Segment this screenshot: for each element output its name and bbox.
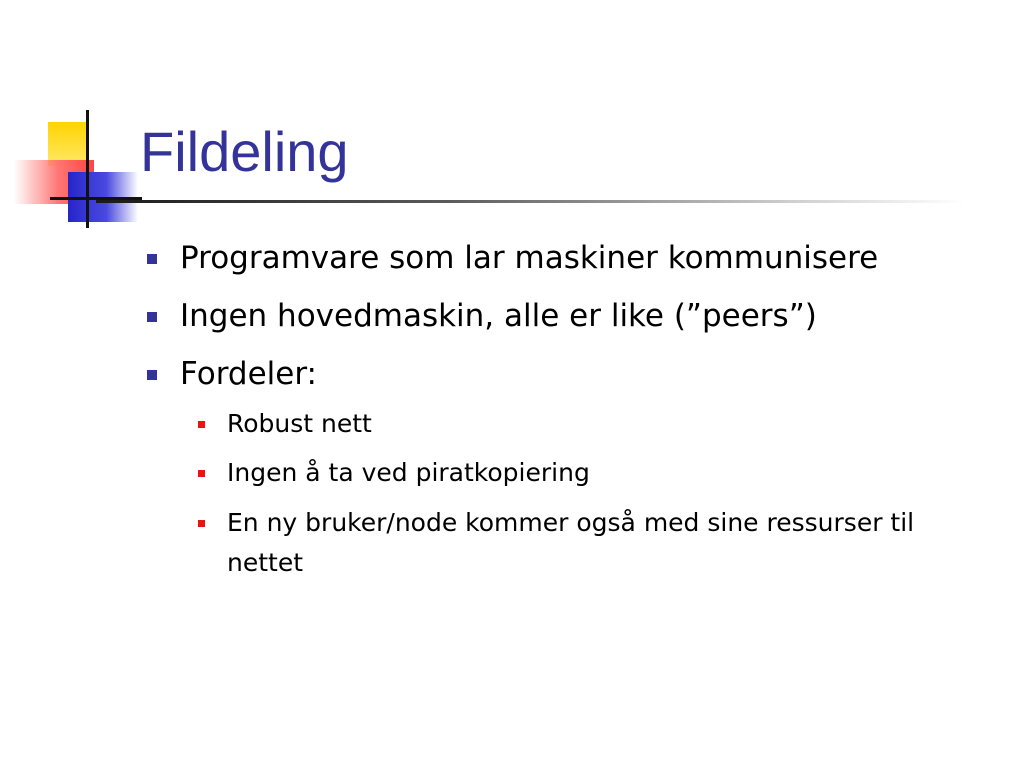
square-bullet-icon — [147, 254, 157, 264]
square-bullet-icon — [198, 470, 205, 477]
slide-title: Fildeling — [140, 120, 349, 183]
bullet-item — [180, 356, 317, 392]
square-bullet-icon — [147, 370, 157, 380]
square-bullet-icon — [198, 520, 205, 527]
sub-bullet-text: En ny bruker/node kommer også med sine ressurser til nettet — [227, 508, 915, 577]
sub-bullet-text: Robust nett — [227, 409, 372, 438]
sub-bullet-item — [227, 404, 927, 444]
square-bullet-icon — [198, 421, 205, 428]
sub-bullet-item — [227, 453, 927, 493]
sub-bullet-text: Ingen å ta ved piratkopiering — [227, 458, 590, 487]
bullet-text: Ingen hovedmaskin, alle er like (”peers”) — [180, 298, 817, 334]
bullet-item — [180, 240, 878, 276]
bullet-text: Fordeler: — [180, 356, 317, 392]
bullet-item — [180, 298, 817, 334]
bullet-text: Programvare som lar maskiner kommunisere — [180, 240, 879, 276]
sub-bullet-item — [227, 503, 927, 583]
square-bullet-icon — [147, 312, 157, 322]
